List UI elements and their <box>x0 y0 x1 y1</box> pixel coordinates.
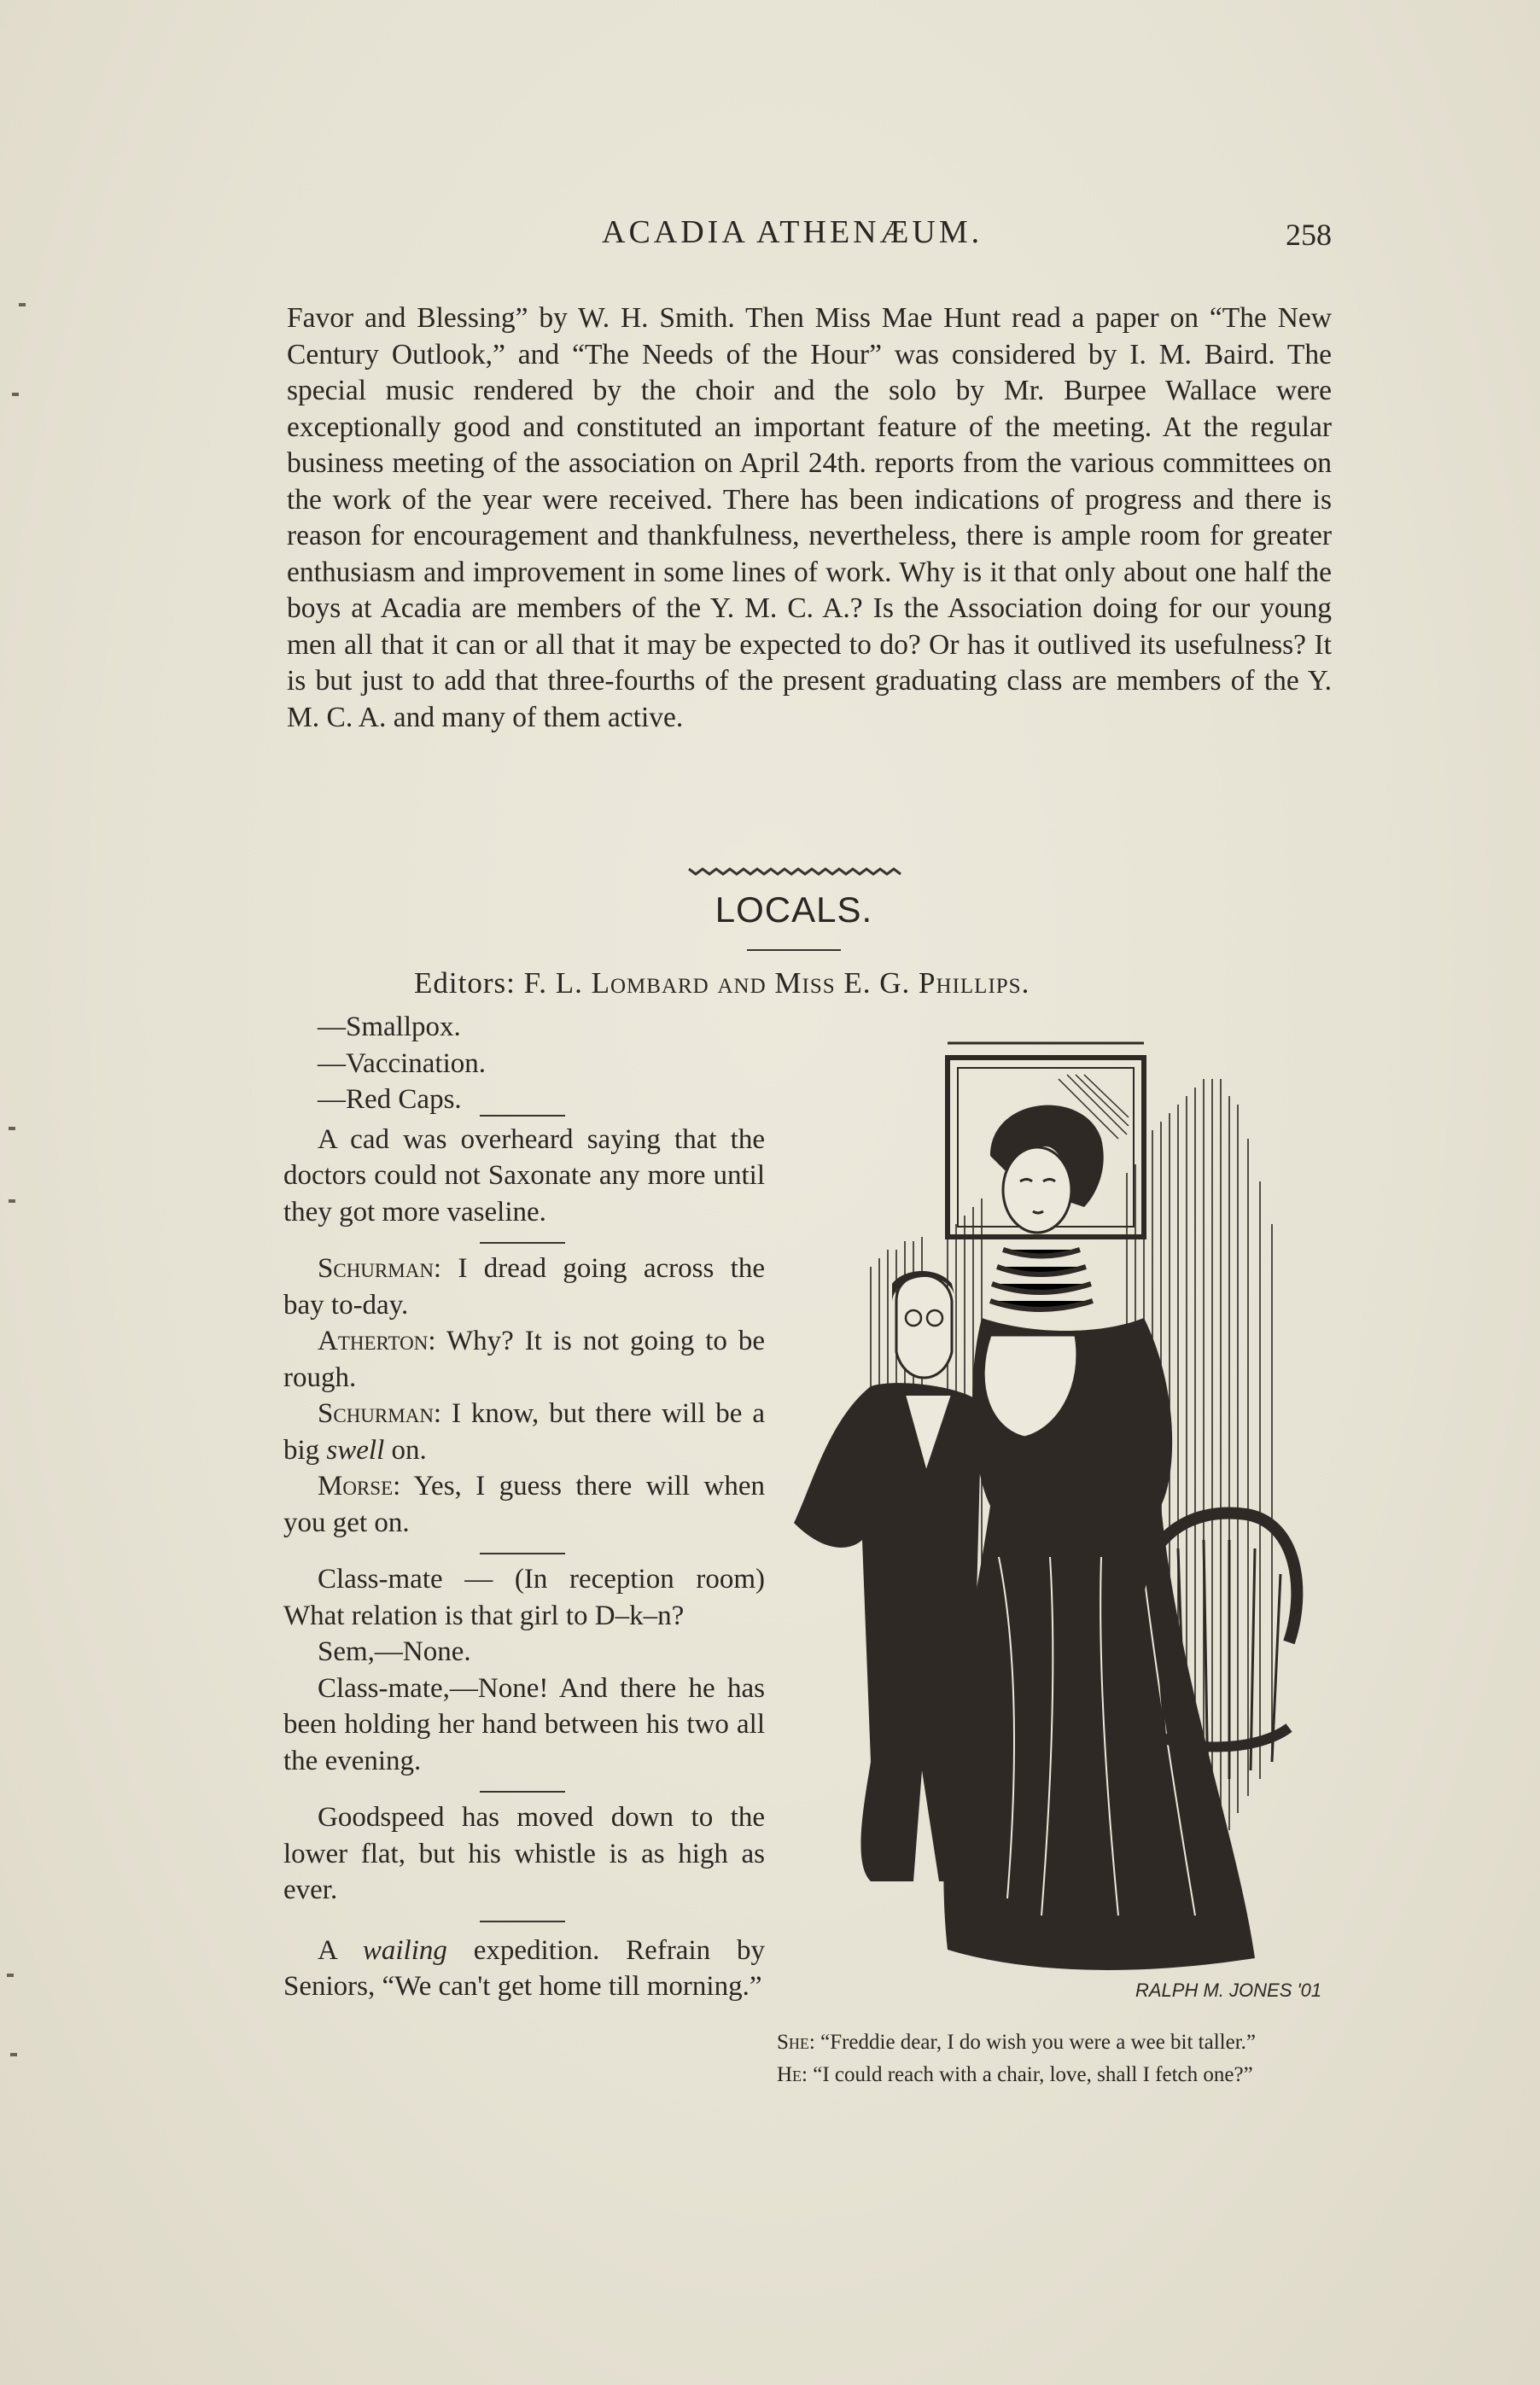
classmate-line: Class-mate,—None! And there he has been holding her hand between his two all the evening. <box>283 1672 765 1776</box>
caption-he <box>777 2062 1323 2088</box>
item-divider <box>480 1115 565 1117</box>
classmate-line: Class-mate — (In reception room) What relation is that girl to D–k–n? <box>283 1564 765 1631</box>
margin-mark <box>10 2053 17 2056</box>
line: I dread going across the bay to-day. <box>283 1253 765 1321</box>
article-paragraph: Favor and Blessing” by W. H. Smith. Then Miss Mae Hunt read a paper on “The New Century Outlook,” and “The Needs of the Hour” was considered by I. M. Baird. The special music rendered by the choir and the solo by Mr. Burpee Wallace were exceptionally good and constituted an important feature of the meeting. At the regular business meeting of the association on April 24th. reports from the various committees on the work of the year were received. There has been indications of progress and there is reason for encouragement and thankfulness, nevertheless, there is ample room for greater enthusiasm and improvement in some lines of work. Why is it that only about one half the boys at Acadia are members of the Y. M. C. A.? Is the Association doing for our young men all that it can or all that it may be expected to do? Or has it outlived its usefulness? It is but just to add that three-fourths of the present graduating class are members of the Y. M. C. A. and many of them active. <box>287 302 1332 733</box>
margin-mark <box>9 1199 15 1203</box>
item-divider <box>480 1791 565 1793</box>
editors-names: F. L. Lombard and Miss E. G. Phillips. <box>523 966 1030 1000</box>
title-rule <box>747 949 841 951</box>
editors-label: Editors: <box>414 966 516 1000</box>
locals-column <box>283 1009 765 2005</box>
dialogue-line <box>283 1251 765 1323</box>
classmate-line: Sem,—None. <box>318 1636 471 1667</box>
page-header <box>290 213 1332 256</box>
local-item-goodspeed: Goodspeed has moved down to the lower flat, but his whistle is as high as ever. <box>283 1802 765 1905</box>
artist-signature: RALPH M. JONES '01 <box>1135 1980 1322 2001</box>
page-number: 258 <box>1286 218 1332 252</box>
local-item-wailing <box>283 1933 765 2005</box>
line: Yes, I guess there will when you get on. <box>283 1471 765 1538</box>
section-title: LOCALS. <box>715 889 873 930</box>
article-body <box>287 300 1332 736</box>
margin-mark <box>7 1974 14 1977</box>
line-emphasis: swell <box>326 1434 385 1466</box>
item-divider <box>480 1921 565 1922</box>
caption-line: “Freddie dear, I do wish you were a wee bit taller.” <box>820 2031 1257 2054</box>
margin-mark <box>12 393 19 396</box>
cartoon-illustration <box>777 1028 1323 2018</box>
caption-she <box>777 2030 1323 2056</box>
short-item: —Vaccination. <box>318 1047 487 1079</box>
caption-speaker: She: <box>777 2031 815 2054</box>
local-item-cad: A cad was overheard saying that the doctors could not Saxonate any more until they got more vaseline. <box>283 1123 765 1227</box>
item-divider <box>480 1553 565 1554</box>
caption-speaker: He: <box>777 2063 808 2086</box>
running-title: ACADIA ATHENÆUM. <box>602 214 983 250</box>
speaker: Schurman: <box>318 1398 442 1429</box>
margin-mark <box>9 1127 15 1130</box>
speaker: Morse: <box>318 1471 401 1502</box>
text-emphasis: wailing <box>362 1934 447 1966</box>
line: I know, but there will be a big <box>283 1398 765 1466</box>
dialogue-line <box>283 1468 765 1541</box>
margin-mark <box>19 303 26 306</box>
item-divider <box>480 1242 565 1244</box>
text: expedition. Refrain by Seniors, “We can't get home till morning.” <box>283 1934 765 2002</box>
ornament-divider <box>685 864 907 879</box>
line: on. <box>391 1434 427 1466</box>
short-item: —Red Caps. <box>318 1084 462 1115</box>
speaker: Schurman: <box>318 1253 442 1284</box>
text: A <box>318 1934 337 1966</box>
caption-line: “I could reach with a chair, love, shall I fetch one?” <box>813 2063 1253 2086</box>
dialogue-line <box>283 1396 765 1468</box>
line: Why? It is not going to be rough. <box>283 1326 765 1393</box>
illustration-caption <box>777 2030 1323 2095</box>
short-item: —Smallpox. <box>318 1012 461 1042</box>
dialogue-line <box>283 1323 765 1396</box>
editors-line <box>414 966 1268 1000</box>
speaker: Atherton: <box>318 1326 436 1356</box>
